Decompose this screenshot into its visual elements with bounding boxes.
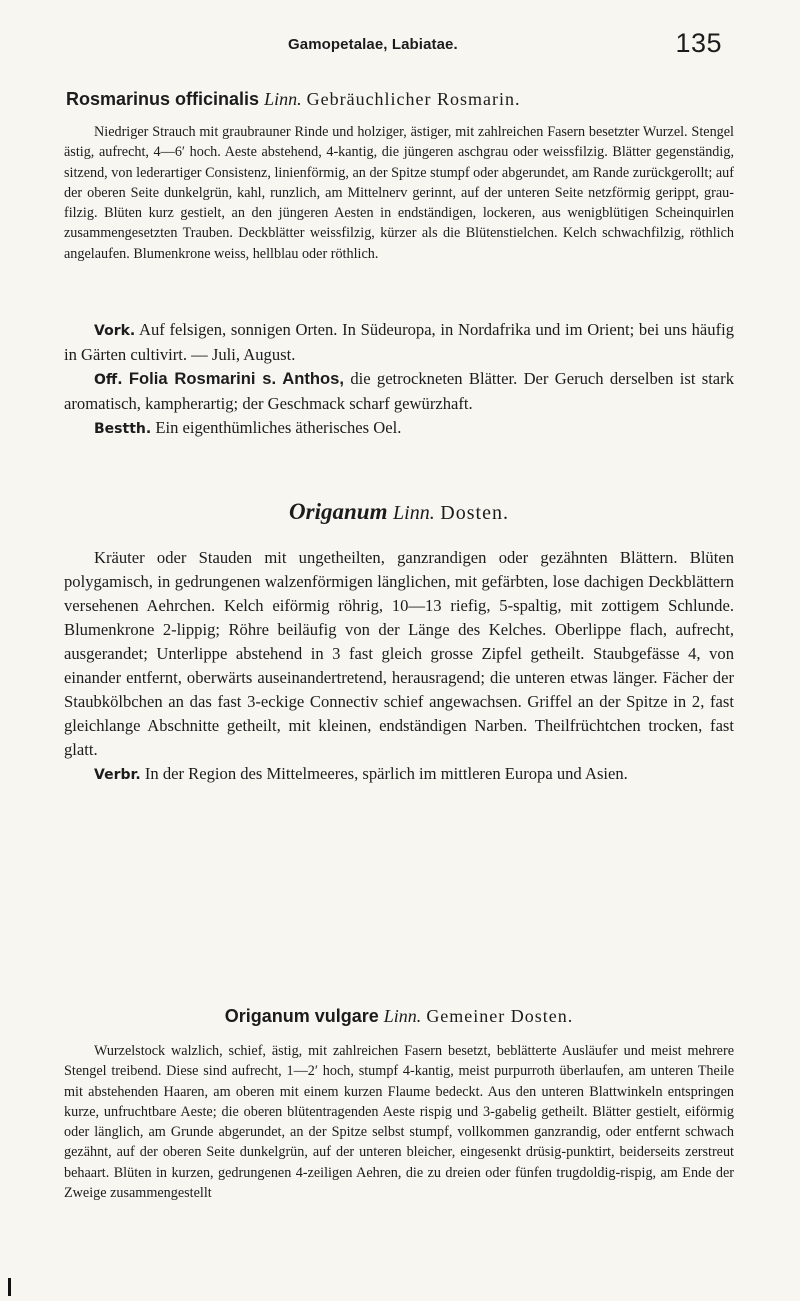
vulgare-common-name: Gemeiner Dosten.	[426, 1006, 574, 1026]
rosmarinus-vork	[64, 318, 734, 367]
vulgare-author: Linn.	[383, 1006, 422, 1026]
origanum-description	[64, 546, 734, 787]
rosmarinus-title	[64, 88, 734, 110]
rosmarinus-author: Linn.	[264, 89, 302, 109]
bestth-label: Bestth.	[94, 421, 152, 437]
rosmarinus-notes	[64, 318, 734, 441]
origanum-description-text: Kräuter oder Stauden mit ungetheilten, ganzrandigen oder gezähnten Blättern. Blüten polygamisch, in gedrungenen walzenförmigen länglichen, mit gefärbten, lose dachigen Deckblättern versehenen Aehrchen. Kelch eiförmig röhrig, 10—13 riefig, 5-spaltig, mit zottigem Schlunde. Blumenkrone 2-lippig; Röhre beiläufig von der Länge des Kelches. Oberlippe flach, aufrecht, ausgerandet; Unterlippe abstehend in 3 fast gleich grosse Zipfel getheilt. Staubgefässe 4, von einander entfernt, oberwärts auseinandertretend, herausragend; die unteren etwas länger. Fächer der Staubkölbchen an das fast 3-eckige Connectiv schief angewachsen. Griffel an der Spitze in 2, fast gleichlange Abschnitte getheilt, mit kleinen, endständigen Narben. Theilfrüchtchen trocken, fast glatt.	[64, 548, 734, 759]
vulgare-description	[64, 1041, 734, 1203]
rosmarinus-common-name: Gebräuchlicher Rosmarin.	[306, 89, 521, 109]
rosmarinus-description	[64, 122, 734, 264]
off-drug-name: Folia Rosmarini s. Anthos,	[128, 369, 345, 388]
origanum-verbr	[64, 762, 734, 787]
off-label: Off.	[94, 372, 123, 388]
off-text: die getrockneten Blätter. Der Geruch derselben ist stark aromatisch, kampherartig; der Geschmack scharf gewürzhaft.	[64, 369, 734, 413]
vork-label: Vork.	[94, 323, 136, 339]
origanum-title	[64, 501, 734, 524]
running-head: Gamopetalae, Labiatae.	[288, 36, 458, 53]
page-number: 135	[675, 28, 722, 58]
margin-mark	[8, 1278, 11, 1296]
origanum-latin-name: Origanum	[289, 499, 388, 524]
rosmarinus-description-text: Niedriger Strauch mit graubrauner Rinde und holziger, ästiger, mit zahlreichen Fasern besetzter Wurzel. Stengel ästig, aufrecht, 4—6′ hoch. Aeste abstehend, 4-kantig, die jüngeren aschgrau oder weissfilzig. Blätter gegenständig, sitzend, von lederartiger Consistenz, linienförmig, an der Spitze stumpf oder abgerundet, am Rande zurückgerollt; auf der oberen Seite dunkelgrün, kahl, runzlich, am Mittelnerv gerinnt, auf der unteren Seite netzförmig gerippt, grau-filzig. Blüten kurz gestielt, an den jüngeren Aesten in endständigen, lockeren, aus wenigblütigen Scheinquirlen zusammengesetzten Trauben. Deckblätter weissfilzig, kürzer als die Blütenstielchen. Kelch schwachfilzig, röthlich angelaufen. Blumenkrone weiss, hellblau oder röthlich.	[64, 124, 734, 262]
verbr-text: In der Region des Mittelmeeres, spärlich im mittleren Europa und Asien.	[144, 764, 628, 783]
origanum-common-name: Dosten.	[440, 502, 509, 524]
rosmarinus-bestth	[64, 416, 734, 441]
rosmarinus-off	[64, 367, 734, 416]
bestth-text: Ein eigenthümliches ätherisches Oel.	[155, 418, 402, 437]
vulgare-description-text: Wurzelstock walzlich, schief, ästig, mit zahlreichen Fasern besetzt, beblätterte Ausläufer und meist mehrere Stengel treibend. Diese sind aufrecht, 1—2′ hoch, stumpf 4-kantig, meist purpurroth überlaufen, am unteren Theile mit abstehenden Haaren, am oberen mit einem kurzen Flaume bedeckt. Aus den unteren Blattwinkeln entspringen kurze, unfruchtbare Aeste; die oberen blütentragenden Aeste rispig und 3-gabelig getheilt. Blätter gestielt, eiförmig oder länglich, am Grunde abgerundet, an der Spitze selbst stumpf, vollkommen ganzrandig, oder entfernt schwach gezähnt, auf der oberen Seite dunkelgrün, auf der unteren bleicher, eingesenkt drüsig-punktirt, beiderseits zerstreut behaart. Blüten in kurzen, gedrungenen 4-zeiligen Aehren, die zu dreien oder fünfen trugdoldig-rispig, am Ende der Zweige zusammengestellt	[64, 1043, 734, 1202]
rosmarinus-latin-name: Rosmarinus officinalis	[66, 89, 260, 109]
origanum-author: Linn.	[393, 502, 435, 524]
vulgare-latin-name: Origanum vulgare	[224, 1006, 379, 1026]
verbr-label: Verbr.	[94, 767, 141, 783]
vork-text: Auf felsigen, sonnigen Orten. In Südeuropa, in Nordafrika und im Orient; bei uns häufig in Gärten cultivirt. — Juli, August.	[64, 320, 735, 364]
vulgare-title	[64, 1005, 734, 1027]
